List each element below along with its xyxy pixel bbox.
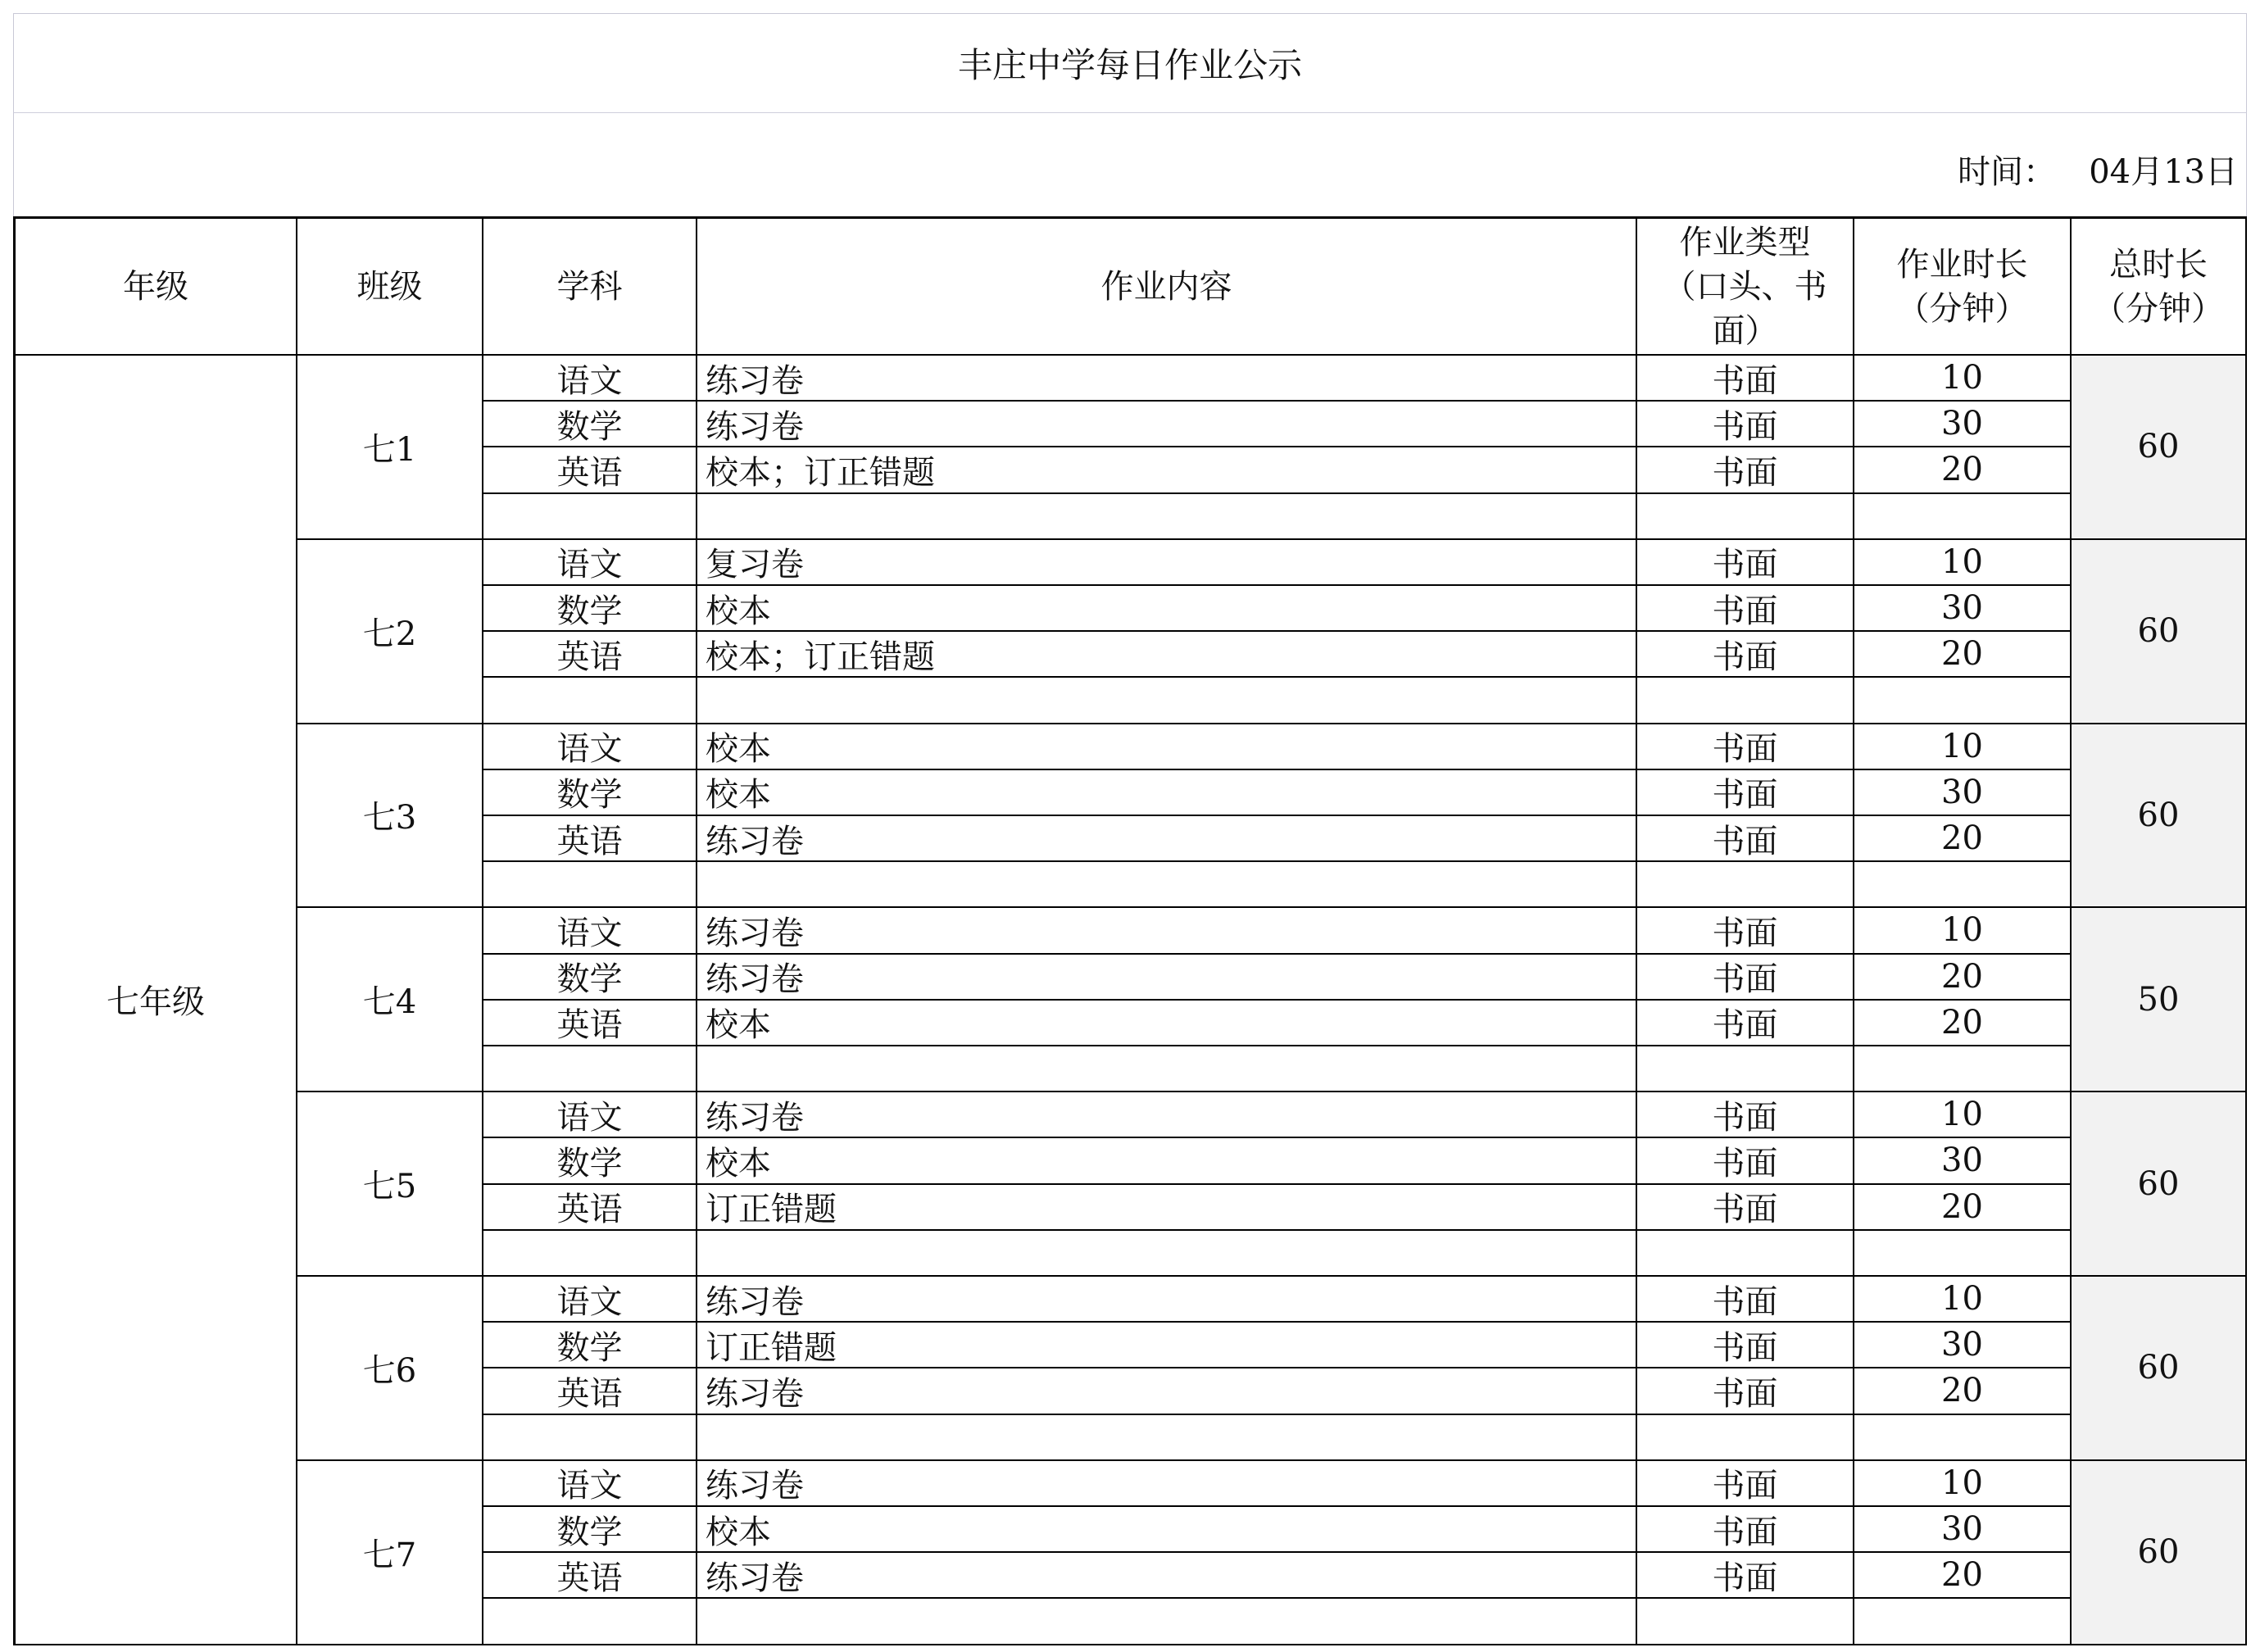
class-cell[interactable]: [297, 356, 483, 540]
content-cell[interactable]: [697, 356, 1637, 402]
type-cell[interactable]: [1637, 724, 1854, 770]
content-cell[interactable]: [697, 816, 1637, 862]
duration-cell-text: 20: [1941, 1556, 1983, 1595]
subject-cell-text: 语文: [556, 1282, 623, 1321]
subject-cell-text: 语文: [556, 546, 623, 584]
subject-cell-text: 数学: [556, 960, 623, 999]
header-total[interactable]: [2072, 216, 2247, 356]
subject-cell-text: 语文: [556, 1467, 623, 1505]
subject-cell-text: 语文: [556, 1098, 623, 1137]
subject-cell-text: 英语: [556, 1191, 623, 1229]
subject-cell[interactable]: [483, 402, 697, 447]
total-duration-cell[interactable]: [2072, 356, 2247, 540]
class-cell-text: 七4: [362, 983, 417, 1022]
class-cell[interactable]: [297, 724, 483, 909]
homework-table: [13, 216, 2247, 1641]
header-grade-text: 年级: [123, 267, 188, 306]
type-cell[interactable]: [1637, 1231, 1854, 1277]
subject-cell-text: 英语: [556, 1374, 623, 1413]
duration-cell[interactable]: [1854, 402, 2072, 447]
type-cell[interactable]: [1637, 1368, 1854, 1414]
type-cell[interactable]: [1637, 1323, 1854, 1368]
duration-cell-text: 30: [1941, 1141, 1983, 1180]
subject-cell[interactable]: [483, 1231, 697, 1277]
type-cell-text: 书面: [1712, 1098, 1778, 1137]
total-duration-cell-text: 60: [2137, 796, 2180, 834]
duration-cell[interactable]: [1854, 1461, 2072, 1507]
class-cell-text: 七5: [362, 1168, 417, 1206]
type-cell-text: 书面: [1712, 1559, 1778, 1597]
duration-cell[interactable]: [1854, 1185, 2072, 1231]
subject-cell[interactable]: [483, 1461, 697, 1507]
content-cell-text: 校本: [706, 1513, 771, 1551]
type-cell[interactable]: [1637, 1277, 1854, 1323]
duration-cell-text: 20: [1941, 957, 1983, 996]
duration-cell-text: 20: [1941, 1372, 1983, 1410]
duration-cell-text: 20: [1941, 635, 1983, 674]
subject-cell[interactable]: [483, 724, 697, 770]
subject-cell[interactable]: [483, 1553, 697, 1599]
header-subject-text: 学科: [556, 267, 623, 306]
content-cell[interactable]: [697, 632, 1637, 678]
duration-cell-text: 30: [1941, 1510, 1983, 1549]
duration-cell[interactable]: [1854, 494, 2072, 540]
subject-cell-text: 数学: [556, 1328, 623, 1367]
subject-cell[interactable]: [483, 356, 697, 402]
type-cell[interactable]: [1637, 1461, 1854, 1507]
type-cell[interactable]: [1637, 356, 1854, 402]
duration-cell[interactable]: [1854, 724, 2072, 770]
content-cell-text: 练习卷: [706, 1559, 804, 1597]
duration-cell[interactable]: [1854, 1323, 2072, 1368]
type-cell[interactable]: [1637, 1185, 1854, 1231]
duration-cell-text: 10: [1941, 542, 1983, 581]
subject-cell[interactable]: [483, 1046, 697, 1092]
content-cell[interactable]: [697, 1185, 1637, 1231]
type-cell[interactable]: [1637, 1415, 1854, 1461]
type-cell[interactable]: [1637, 862, 1854, 908]
type-cell[interactable]: [1637, 494, 1854, 540]
duration-cell[interactable]: [1854, 1277, 2072, 1323]
duration-cell-text: 30: [1941, 589, 1983, 628]
duration-cell-text: 10: [1941, 727, 1983, 765]
subject-cell[interactable]: [483, 770, 697, 816]
subject-cell[interactable]: [483, 494, 697, 540]
subject-cell[interactable]: [483, 1092, 697, 1138]
content-cell[interactable]: [697, 402, 1637, 447]
duration-cell-text: 20: [1941, 1187, 1983, 1226]
header-type[interactable]: [1637, 216, 1854, 356]
duration-cell[interactable]: [1854, 1599, 2072, 1645]
duration-cell[interactable]: [1854, 908, 2072, 954]
duration-cell-text: 10: [1941, 1280, 1983, 1318]
class-cell[interactable]: [297, 540, 483, 724]
grade-cell[interactable]: [13, 356, 297, 1645]
class-cell-text: 七2: [362, 615, 417, 653]
duration-cell-text: 20: [1941, 451, 1983, 489]
subject-cell-text: 英语: [556, 1006, 623, 1045]
total-duration-cell-text: 50: [2137, 980, 2180, 1019]
content-cell-text: 校本；订正错题: [706, 453, 935, 492]
content-cell[interactable]: [697, 1368, 1637, 1414]
total-duration-cell[interactable]: [2072, 724, 2247, 909]
subject-cell[interactable]: [483, 1001, 697, 1046]
type-cell-text: 书面: [1712, 822, 1778, 860]
content-cell-text: 校本: [706, 776, 771, 815]
content-cell[interactable]: [697, 1461, 1637, 1507]
content-cell-text: 校本；订正错题: [706, 638, 935, 676]
duration-cell[interactable]: [1854, 678, 2072, 724]
date-label: 时间：: [1958, 153, 2056, 191]
subject-cell[interactable]: [483, 1415, 697, 1461]
duration-cell[interactable]: [1854, 447, 2072, 493]
type-cell-text: 书面: [1712, 1513, 1778, 1551]
duration-cell-text: 20: [1941, 819, 1983, 858]
header-content[interactable]: [697, 216, 1637, 356]
type-cell-text: 书面: [1712, 546, 1778, 584]
header-class[interactable]: [297, 216, 483, 356]
subject-cell-text: 数学: [556, 776, 623, 815]
type-cell-text: 书面: [1712, 776, 1778, 815]
subject-cell[interactable]: [483, 1185, 697, 1231]
content-cell-text: 练习卷: [706, 822, 804, 860]
class-cell[interactable]: [297, 908, 483, 1092]
total-duration-cell-text: 60: [2137, 1164, 2180, 1203]
subject-cell[interactable]: [483, 955, 697, 1001]
total-duration-cell-text: 60: [2137, 1533, 2180, 1572]
type-cell[interactable]: [1637, 678, 1854, 724]
subject-cell-text: 语文: [556, 361, 623, 400]
header-grade[interactable]: [13, 216, 297, 356]
duration-cell[interactable]: [1854, 1368, 2072, 1414]
content-cell[interactable]: [697, 908, 1637, 954]
type-cell[interactable]: [1637, 540, 1854, 586]
type-cell[interactable]: [1637, 955, 1854, 1001]
content-cell[interactable]: [697, 1277, 1637, 1323]
subject-cell[interactable]: [483, 678, 697, 724]
total-duration-cell-text: 60: [2137, 428, 2180, 466]
subject-cell[interactable]: [483, 586, 697, 632]
type-cell-text: 书面: [1712, 914, 1778, 952]
subject-cell[interactable]: [483, 1599, 697, 1645]
subject-cell-text: 语文: [556, 730, 623, 769]
type-cell[interactable]: [1637, 1138, 1854, 1184]
subject-cell[interactable]: [483, 1507, 697, 1553]
type-cell-text: 书面: [1712, 453, 1778, 492]
subject-cell-text: 英语: [556, 1559, 623, 1597]
content-cell[interactable]: [697, 1323, 1637, 1368]
duration-cell[interactable]: [1854, 1138, 2072, 1184]
type-cell[interactable]: [1637, 402, 1854, 447]
duration-cell[interactable]: [1854, 540, 2072, 586]
total-duration-cell[interactable]: [2072, 908, 2247, 1092]
subject-cell-text: 数学: [556, 1144, 623, 1182]
content-cell-text: 校本: [706, 592, 771, 630]
type-cell[interactable]: [1637, 816, 1854, 862]
content-cell-text: 校本: [706, 1006, 771, 1045]
duration-cell[interactable]: [1854, 770, 2072, 816]
type-cell-text: 书面: [1712, 638, 1778, 676]
total-duration-cell-text: 60: [2137, 1349, 2180, 1387]
header-total-text: 总时长（分钟）: [2093, 245, 2224, 328]
type-cell-text: 书面: [1712, 1467, 1778, 1505]
class-cell-text: 七6: [362, 1351, 417, 1390]
content-cell[interactable]: [697, 1001, 1637, 1046]
content-cell[interactable]: [697, 1138, 1637, 1184]
date-row[interactable]: [13, 113, 2247, 216]
subject-cell-text: 数学: [556, 592, 623, 630]
date-value: 04月13日: [2089, 153, 2238, 191]
content-cell[interactable]: [697, 724, 1637, 770]
content-cell[interactable]: [697, 1415, 1637, 1461]
header-class-text: 班级: [356, 267, 423, 306]
subject-cell[interactable]: [483, 540, 697, 586]
subject-cell[interactable]: [483, 632, 697, 678]
duration-cell[interactable]: [1854, 862, 2072, 908]
total-duration-cell[interactable]: [2072, 1277, 2247, 1461]
content-cell[interactable]: [697, 1046, 1637, 1092]
content-cell[interactable]: [697, 678, 1637, 724]
class-cell-text: 七1: [362, 430, 417, 469]
duration-cell[interactable]: [1854, 632, 2072, 678]
subject-cell-text: 英语: [556, 638, 623, 676]
type-cell-text: 书面: [1712, 1282, 1778, 1321]
class-cell[interactable]: [297, 1092, 483, 1277]
content-cell-text: 校本: [706, 730, 771, 769]
grade-cell-text: 七年级: [107, 983, 205, 1022]
duration-cell-text: 10: [1941, 1096, 1983, 1134]
header-content-text: 作业内容: [1101, 267, 1232, 306]
duration-cell-text: 10: [1941, 911, 1983, 950]
content-cell[interactable]: [697, 1599, 1637, 1645]
type-cell-text: 书面: [1712, 730, 1778, 769]
duration-cell-text: 30: [1941, 773, 1983, 811]
subject-cell[interactable]: [483, 1323, 697, 1368]
subject-cell-text: 数学: [556, 407, 623, 446]
duration-cell[interactable]: [1854, 1092, 2072, 1138]
type-cell-text: 书面: [1712, 960, 1778, 999]
subject-cell[interactable]: [483, 1138, 697, 1184]
sheet-title-cell[interactable]: [13, 13, 2247, 113]
duration-cell-text: 30: [1941, 1326, 1983, 1364]
duration-cell-text: 10: [1941, 1464, 1983, 1502]
type-cell-text: 书面: [1712, 1144, 1778, 1182]
duration-cell[interactable]: [1854, 1231, 2072, 1277]
total-duration-cell[interactable]: [2072, 1461, 2247, 1645]
subject-cell[interactable]: [483, 908, 697, 954]
subject-cell[interactable]: [483, 816, 697, 862]
duration-cell[interactable]: [1854, 955, 2072, 1001]
content-cell[interactable]: [697, 494, 1637, 540]
header-duration-text: 作业时长（分钟）: [1896, 245, 2028, 328]
content-cell-text: 校本: [706, 1144, 771, 1182]
duration-cell[interactable]: [1854, 356, 2072, 402]
type-cell-text: 书面: [1712, 1191, 1778, 1229]
total-duration-cell[interactable]: [2072, 1092, 2247, 1277]
header-subject[interactable]: [483, 216, 697, 356]
total-duration-cell-text: 60: [2137, 612, 2180, 651]
content-cell[interactable]: [697, 447, 1637, 493]
class-cell[interactable]: [297, 1277, 483, 1461]
type-cell[interactable]: [1637, 1507, 1854, 1553]
type-cell[interactable]: [1637, 1599, 1854, 1645]
duration-cell[interactable]: [1854, 586, 2072, 632]
content-cell[interactable]: [697, 586, 1637, 632]
content-cell-text: 练习卷: [706, 1282, 804, 1321]
class-cell-text: 七3: [362, 799, 417, 837]
duration-cell[interactable]: [1854, 1001, 2072, 1046]
content-cell[interactable]: [697, 1553, 1637, 1599]
subject-cell[interactable]: [483, 447, 697, 493]
type-cell[interactable]: [1637, 447, 1854, 493]
duration-cell-text: 10: [1941, 359, 1983, 397]
duration-cell[interactable]: [1854, 1415, 2072, 1461]
subject-cell-text: 语文: [556, 914, 623, 952]
subject-cell[interactable]: [483, 1277, 697, 1323]
type-cell-text: 书面: [1712, 1006, 1778, 1045]
content-cell[interactable]: [697, 862, 1637, 908]
subject-cell-text: 英语: [556, 822, 623, 860]
subject-cell-text: 数学: [556, 1513, 623, 1551]
content-cell[interactable]: [697, 540, 1637, 586]
type-cell[interactable]: [1637, 1092, 1854, 1138]
content-cell[interactable]: [697, 1507, 1637, 1553]
subject-cell-text: 英语: [556, 453, 623, 492]
header-type-text: 作业类型（口头、书面）: [1663, 223, 1827, 350]
duration-cell-text: 30: [1941, 405, 1983, 443]
content-cell-text: 练习卷: [706, 407, 804, 446]
content-cell-text: 练习卷: [706, 1374, 804, 1413]
content-cell[interactable]: [697, 1092, 1637, 1138]
header-duration[interactable]: [1854, 216, 2072, 356]
type-cell-text: 书面: [1712, 1328, 1778, 1367]
content-cell-text: 订正错题: [706, 1191, 837, 1229]
duration-cell-text: 20: [1941, 1003, 1983, 1042]
subject-cell[interactable]: [483, 862, 697, 908]
content-cell-text: 练习卷: [706, 1098, 804, 1137]
content-cell-text: 订正错题: [706, 1328, 837, 1367]
type-cell-text: 书面: [1712, 1374, 1778, 1413]
class-cell-text: 七7: [362, 1536, 417, 1574]
content-cell[interactable]: [697, 955, 1637, 1001]
type-cell-text: 书面: [1712, 592, 1778, 630]
type-cell[interactable]: [1637, 586, 1854, 632]
type-cell[interactable]: [1637, 632, 1854, 678]
duration-cell[interactable]: [1854, 1553, 2072, 1599]
content-cell[interactable]: [697, 770, 1637, 816]
duration-cell[interactable]: [1854, 1507, 2072, 1553]
content-cell-text: 练习卷: [706, 1467, 804, 1505]
type-cell[interactable]: [1637, 1046, 1854, 1092]
type-cell-text: 书面: [1712, 361, 1778, 400]
content-cell-text: 练习卷: [706, 960, 804, 999]
content-cell-text: 练习卷: [706, 361, 804, 400]
duration-cell[interactable]: [1854, 1046, 2072, 1092]
class-cell[interactable]: [297, 1461, 483, 1645]
type-cell[interactable]: [1637, 1001, 1854, 1046]
type-cell[interactable]: [1637, 1553, 1854, 1599]
sheet-title: 丰庄中学每日作业公示: [957, 45, 1302, 85]
content-cell-text: 练习卷: [706, 914, 804, 952]
content-cell-text: 复习卷: [706, 546, 804, 584]
total-duration-cell[interactable]: [2072, 540, 2247, 724]
duration-cell[interactable]: [1854, 816, 2072, 862]
type-cell-text: 书面: [1712, 407, 1778, 446]
type-cell[interactable]: [1637, 908, 1854, 954]
type-cell[interactable]: [1637, 770, 1854, 816]
subject-cell[interactable]: [483, 1368, 697, 1414]
content-cell[interactable]: [697, 1231, 1637, 1277]
